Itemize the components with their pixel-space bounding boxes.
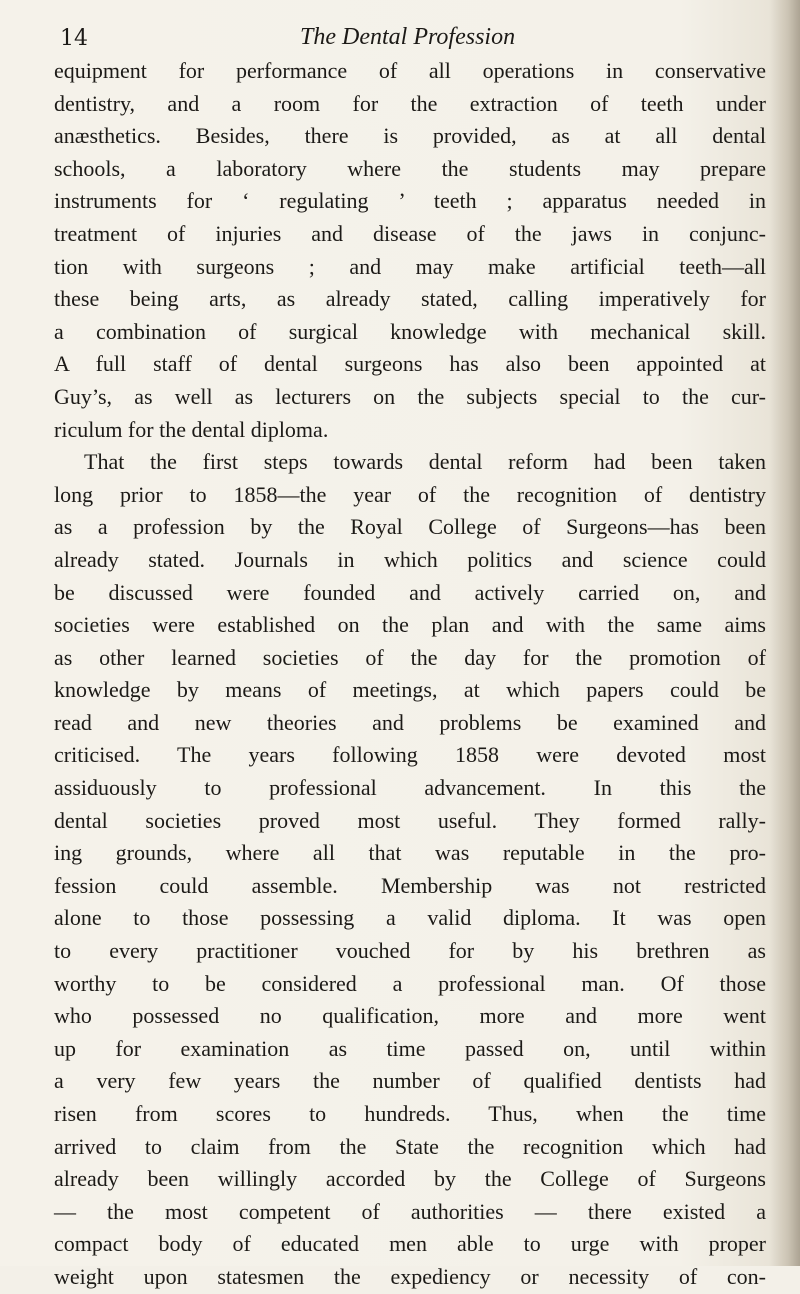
text-line: dental societies proved most useful. They formed rally- [54,807,766,833]
text-line: up for examination as time passed on, until within [54,1035,766,1061]
text-line: weight upon statesmen the expediency or necessity of con- [54,1263,766,1289]
text-line: a combination of surgical knowledge with mechanical skill. [54,318,766,344]
text-line: who possessed no qualification, more and more went [54,1003,766,1029]
text-line: worthy to be considered a professional man. Of those [54,970,766,996]
text-line: criticised. The years following 1858 were devoted most [54,742,766,768]
text-line: these being arts, as already stated, calling imperatively for [54,286,766,312]
text-line: Guy’s, as well as lecturers on the subjects special to the cur- [54,383,766,409]
text-line: tion with surgeons ; and may make artificial teeth—all [54,253,766,279]
text-line: arrived to claim from the State the recognition which had [54,1133,766,1159]
text-line: assiduously to professional advancement. In this the [54,775,766,801]
page-number: 14 [60,26,88,51]
text-line: risen from scores to hundreds. Thus, when the time [54,1101,766,1126]
text-line: societies were established on the plan and with the same aims [54,612,766,638]
body-text [54,55,766,1294]
text-line: schools, a laboratory where the students may prepare [54,155,766,181]
text-line: — the most competent of authorities — there existed a [54,1198,766,1224]
text-line: long prior to 1858—the year of the recognition of dentistry [54,481,766,507]
text-line: fession could assemble. Membership was not restricted [54,872,766,898]
text-line: ing grounds, where all that was reputable in the pro- [54,840,766,866]
text-line: already stated. Journals in which politics and science could [54,546,766,572]
text-line: instruments for ‘ regulating ’ teeth ; apparatus needed in [54,188,766,214]
text-line: compact body of educated men able to urge with proper [54,1231,766,1257]
text-line: knowledge by means of meetings, at which papers could be [54,677,766,703]
text-line: read and new theories and problems be examined and [54,709,766,735]
text-line: already been willingly accorded by the College of Surgeons [54,1166,766,1192]
paragraph-start-line: That the first steps towards dental reform had been taken [84,449,766,475]
text-line: treatment of injuries and disease of the jaws in conjunc- [54,220,766,246]
running-title: The Dental Profession [300,24,516,50]
page-edge-shadow [770,0,800,1266]
text-line: A full staff of dental surgeons has also been appointed at [54,351,766,377]
text-line: a very few years the number of qualified dentists had [54,1068,766,1094]
text-line: dentistry, and a room for the extraction of teeth under [54,90,766,116]
text-line: riculum for the dental diploma. [54,416,329,442]
text-line: as a profession by the Royal College of Surgeons—has been [54,514,766,540]
text-line: as other learned societies of the day for the promotion of [54,644,766,670]
text-line: anæsthetics. Besides, there is provided, as at all dental [54,123,766,149]
running-head [60,18,750,58]
text-line: to every practitioner vouched for by his brethren as [54,938,766,964]
text-line: be discussed were founded and actively carried on, and [54,579,766,605]
text-line: equipment for performance of all operations in conservative [54,58,766,83]
text-line: alone to those possessing a valid diploma. It was open [54,905,766,931]
